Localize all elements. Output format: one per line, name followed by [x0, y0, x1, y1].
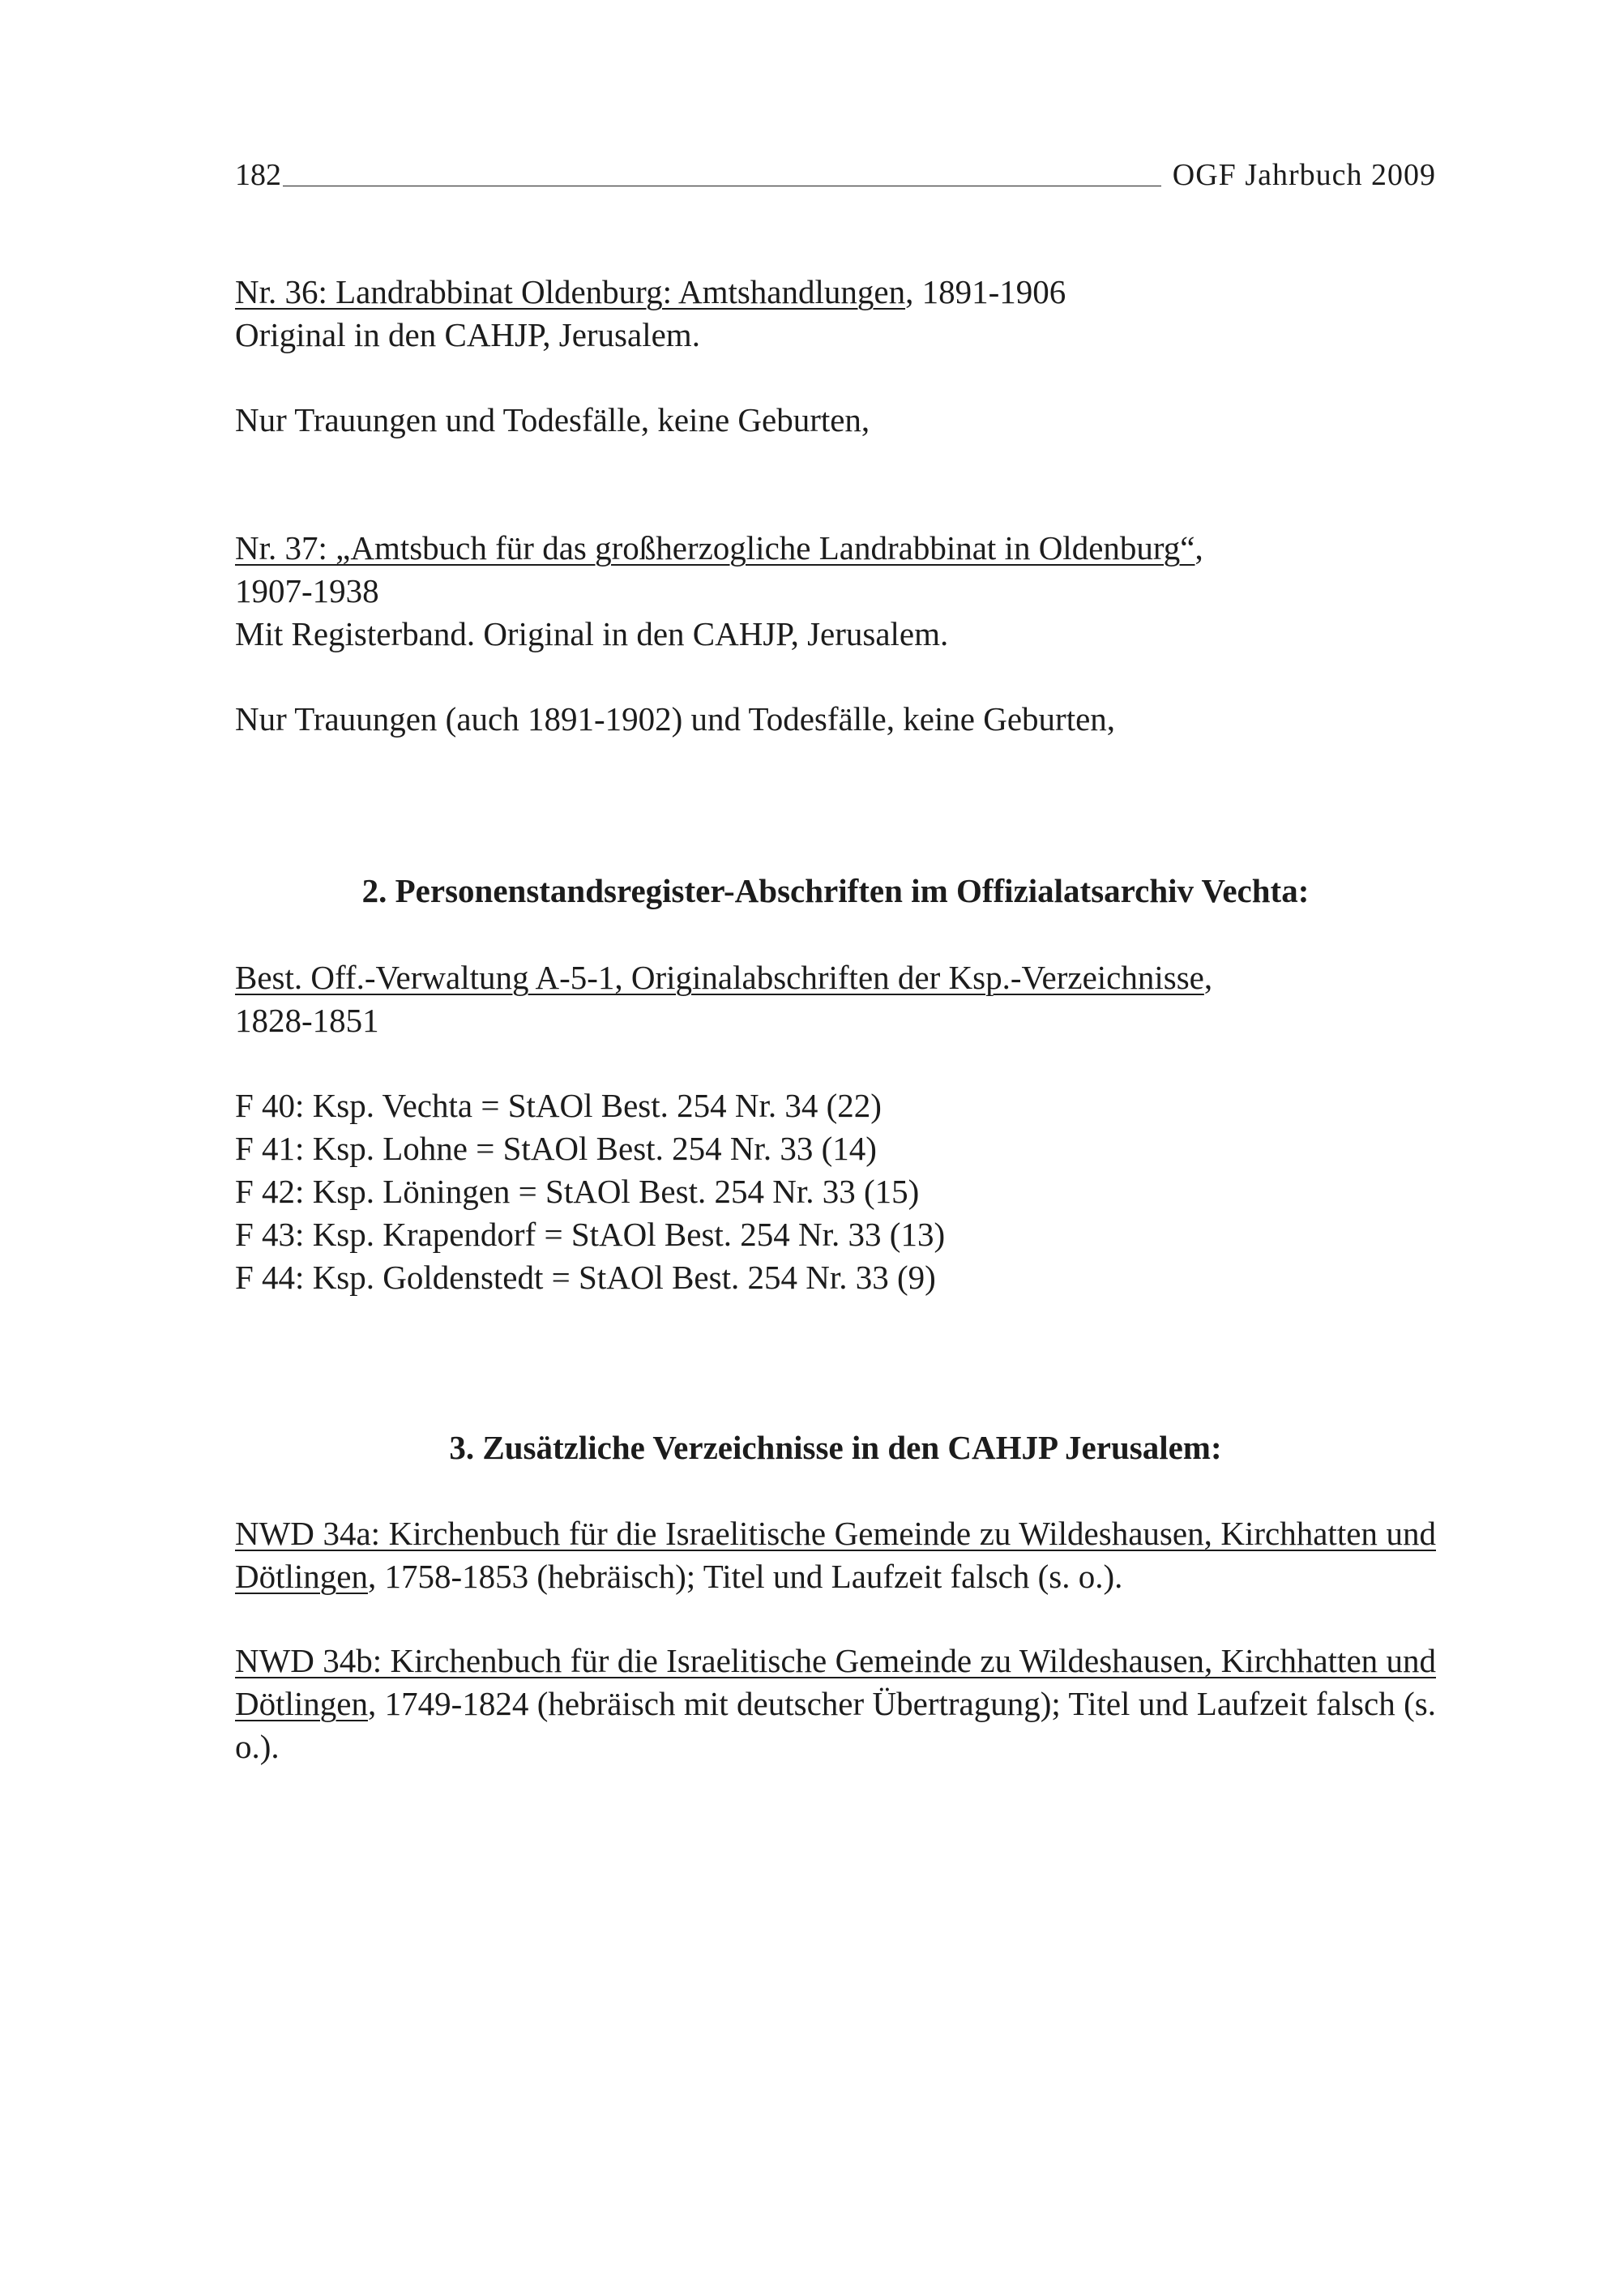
- section-2-heading: 2. Personenstandsregister-Abschriften im Offizialatsarchiv Vechta:: [361, 872, 1310, 909]
- nwd-34b-title: NWD 34b: Kirchenbuch für die Israelitische Gemeinde zu Wildeshausen, Kirchhatten und Dötlingen: [235, 1642, 1436, 1722]
- journal-title: OGF Jahrbuch 2009: [1172, 158, 1436, 192]
- list-item: F 43: Ksp. Krapendorf = StAOl Best. 254 Nr. 33 (13): [235, 1216, 946, 1253]
- nwd-34a-details: , 1758-1853 (hebräisch); Titel und Laufzeit falsch (s. o.).: [367, 1558, 1123, 1595]
- entry-37-title: Nr. 37: „Amtsbuch für das großherzogliche Landrabbinat in Oldenburg“: [235, 529, 1195, 567]
- section-2-source-suffix: ,: [1203, 959, 1213, 996]
- entry-37-location: Mit Registerband. Original in den CAHJP, Jerusalem.: [235, 615, 949, 652]
- entry-37-note-block: [235, 698, 1436, 741]
- nwd-34b-paragraph: [235, 1640, 1436, 1768]
- entry-37: [235, 527, 1436, 656]
- section-2-source-title: Best. Off.-Verwaltung A-5-1, Originalabschriften der Ksp.-Verzeichnisse: [235, 959, 1204, 996]
- entry-36-years: , 1891-1906: [905, 273, 1066, 310]
- nwd-34a-title: NWD 34a: Kirchenbuch für die Israelitische Gemeinde zu Wildeshausen, Kirchhatten und Dötlingen: [235, 1515, 1436, 1595]
- nwd-34a-paragraph: [235, 1512, 1436, 1598]
- entry-36-title: Nr. 36: Landrabbinat Oldenburg: Amtshandlungen: [235, 273, 906, 310]
- section-2-source: [235, 956, 1436, 1042]
- entry-36-title-line: [235, 271, 1436, 314]
- section-2-source-line: [235, 956, 1436, 999]
- list-item: F 40: Ksp. Vechta = StAOl Best. 254 Nr. 34 (22): [235, 1087, 882, 1124]
- entry-36-location: Original in den CAHJP, Jerusalem.: [235, 316, 700, 353]
- page-number: 182: [235, 158, 281, 192]
- entry-36: [235, 271, 1436, 357]
- entry-37-title-line: [235, 527, 1436, 570]
- list-item: F 42: Ksp. Löningen = StAOl Best. 254 Nr. 33 (15): [235, 1173, 920, 1210]
- entry-36-note: Nur Trauungen und Todesfälle, keine Geburten,: [235, 401, 870, 438]
- section-2-source-years: 1828-1851: [235, 1002, 379, 1039]
- section-3-heading: 3. Zusätzliche Verzeichnisse in den CAHJP Jerusalem:: [449, 1429, 1222, 1466]
- running-header: [235, 150, 1436, 190]
- entry-36-note-block: [235, 399, 1436, 442]
- entry-37-years: 1907-1938: [235, 572, 379, 609]
- list-item: F 41: Ksp. Lohne = StAOl Best. 254 Nr. 33 (14): [235, 1130, 877, 1167]
- entry-37-note: Nur Trauungen (auch 1891-1902) und Todesfälle, keine Geburten,: [235, 700, 1116, 738]
- nwd-34a-entry: [235, 1512, 1436, 1598]
- entry-37-title-suffix: ,: [1194, 529, 1203, 567]
- section-2-list: [235, 1084, 1436, 1299]
- nwd-34b-entry: [235, 1640, 1436, 1768]
- list-item: F 44: Ksp. Goldenstedt = StAOl Best. 254 Nr. 33 (9): [235, 1259, 936, 1296]
- nwd-34b-details: , 1749-1824 (hebräisch mit deutscher Übertragung); Titel und Laufzeit falsch (s. o.).: [235, 1685, 1436, 1765]
